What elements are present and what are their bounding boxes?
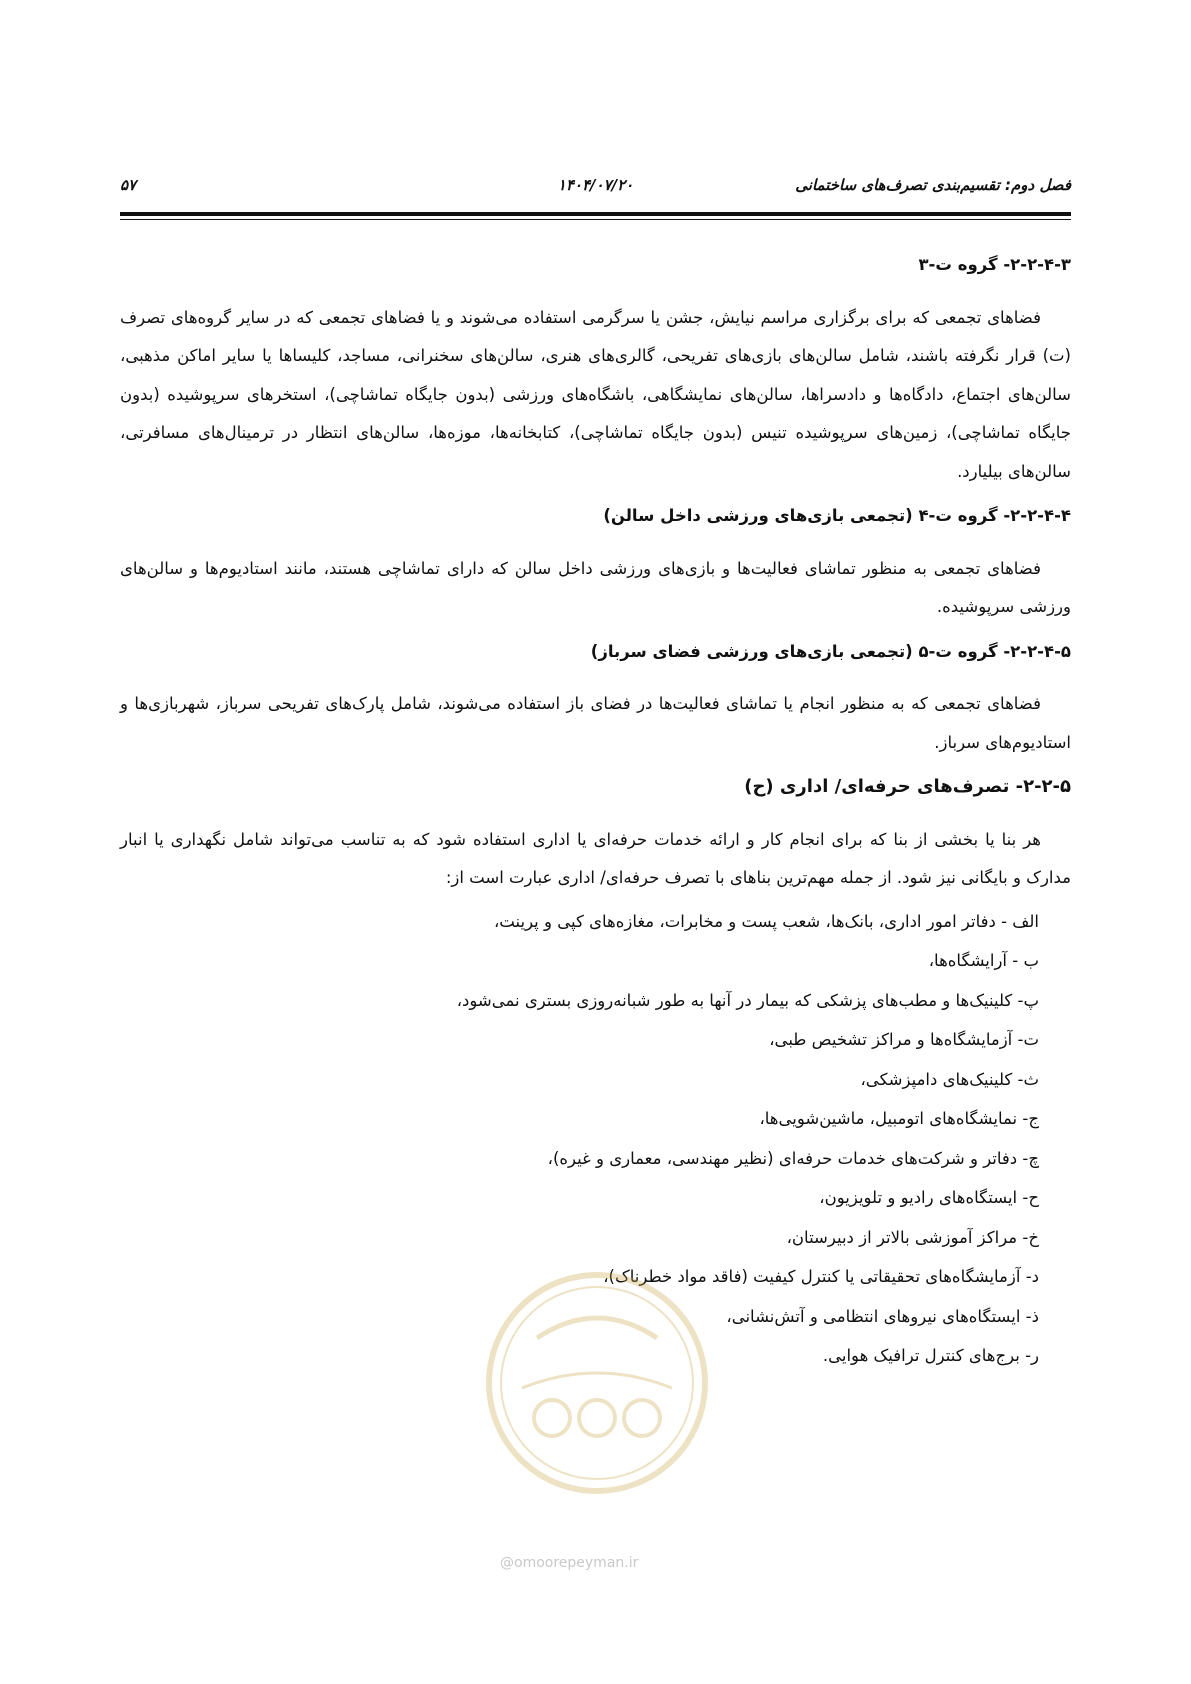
list-item: چ- دفاتر و شرکت‌های خدمات حرفه‌ای (نظیر مهندسی، معماری و غیره)، [547, 1148, 1039, 1168]
paragraph-t3: فضاهای تجمعی که برای برگزاری مراسم نیایش، جشن یا سرگرمی استفاده می‌شوند و یا فضاهای تجمعی که در سایر گروه‌های تصرف (ت) قرار نگرفته باشند، شامل سالن‌های بازی‌های تفریحی، گالری‌های هنری، سالن‌های سخنرانی، مساجد، کلیساها یا سایر اماکن مذهبی، سالن‌های اجتماع، دادگاه‌ها و دادسراها، سالن‌های نمایشگاهی، باشگاه‌های ورزشی (بدون جایگاه تماشاچی)، استخرهای سرپوشیده (بدون جایگاه تماشاچی)، زمین‌های سرپوشیده تنیس (بدون جایگاه تماشاچی)، کتابخانه‌ها، موزه‌ها، سالن‌های انتظار در ترمینال‌های مسافرتی، سالن‌های بیلیارد. [120, 307, 1071, 481]
paragraph-t4: فضاهای تجمعی به منظور تماشای فعالیت‌ها و بازی‌های ورزشی داخل سالن که دارای تماشاچی هستند، مانند استادیوم‌ها و سالن‌های ورزشی سرپوشیده. [120, 558, 1071, 616]
chapter-title: فصل دوم: تقسیم‌بندی تصرف‌های ساختمانی [795, 176, 1071, 194]
page-number: ۵۷ [120, 176, 137, 194]
section-heading-t5: ۲-۲-۴-۵- گروه ت-۵ (تجمعی بازی‌های ورزشی فضای سرباز) [590, 641, 1071, 661]
paragraph-professional: هر بنا یا بخشی از بنا که برای انجام کار و ارائه خدمات حرفه‌ای یا اداری استفاده شود که به تناسب می‌تواند شامل نگهداری یا انبار مدارک و بایگانی نیز شود. از جمله مهم‌ترین بناهای با تصرف حرفه‌ای/ اداری عبارت است از: [120, 829, 1071, 887]
running-header [120, 176, 1071, 206]
paragraph-t5: فضاهای تجمعی که به منظور انجام یا تماشای فعالیت‌ها در فضای باز استفاده می‌شوند، شامل پارک‌های تفریحی سرباز، شهربازی‌ها و استادیوم‌های سرباز. [120, 694, 1071, 752]
list-item: ت- آزمایشگاه‌ها و مراکز تشخیص طبی، [769, 1030, 1039, 1049]
section-heading-t3: ۲-۲-۴-۳- گروه ت-۳ [918, 255, 1071, 274]
list-item: ث- کلینیک‌های دامپزشکی، [860, 1069, 1039, 1089]
watermark-url: @omoorepeyman.ir [500, 1555, 639, 1571]
header-rule-thin [120, 219, 1071, 220]
list-item: ذ- ایستگاه‌های نیروهای انتظامی و آتش‌نشانی، [726, 1306, 1039, 1326]
header-date: ۱۴۰۴/۰۷/۲۰ [557, 176, 634, 194]
header-rule-thick [120, 212, 1071, 216]
list-item: پ- کلینیک‌ها و مطب‌های پزشکی که بیمار در آنها به طور شبانه‌روزی بستری نمی‌شود، [456, 990, 1039, 1010]
section-heading-professional: ۲-۲-۵- تصرف‌های حرفه‌ای/ اداری (ح) [744, 776, 1071, 797]
list-item: ر- برج‌های کنترل ترافیک هوایی. [822, 1346, 1039, 1365]
list-item: ج- نمایشگاه‌های اتومبیل، ماشین‌شویی‌ها، [759, 1109, 1039, 1128]
list-item: الف - دفاتر امور اداری، بانک‌ها، شعب پست و مخابرات، مغازه‌های کپی و پرینت، [493, 911, 1039, 931]
list-item: خ- مراکز آموزشی بالاتر از دبیرستان، [786, 1227, 1039, 1247]
list-item: ب - آرایشگاه‌ها، [928, 951, 1039, 970]
section-heading-t4: ۲-۲-۴-۴- گروه ت-۴ (تجمعی بازی‌های ورزشی داخل سالن) [603, 506, 1071, 525]
list-item: د- آزمایشگاه‌های تحقیقاتی یا کنترل کیفیت (فاقد مواد خطرناک)، [603, 1267, 1039, 1286]
body-content [120, 246, 1071, 1376]
list-item: ح- ایستگاه‌های رادیو و تلویزیون، [819, 1188, 1039, 1207]
watermark-seal [482, 1268, 712, 1498]
